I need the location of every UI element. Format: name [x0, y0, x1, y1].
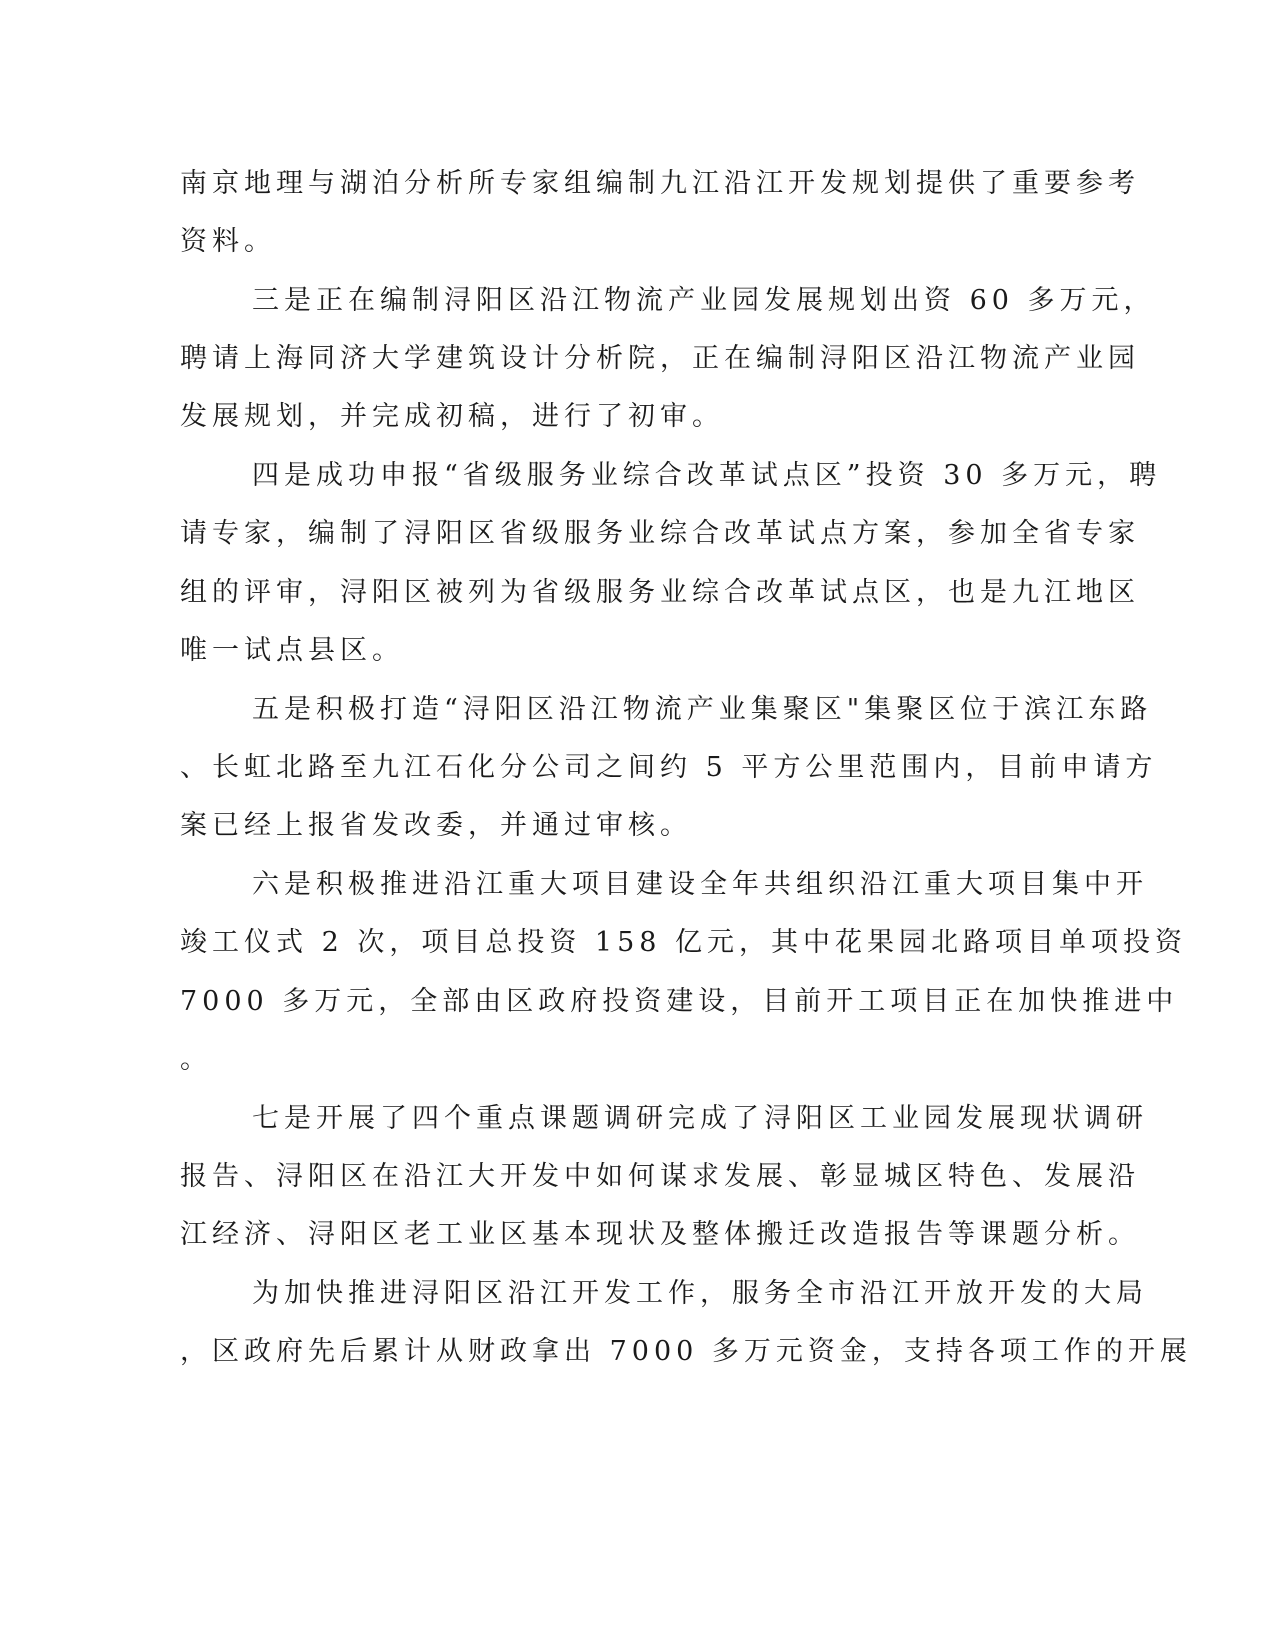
paragraph-first-line: 三是正在编制浔阳区沿江物流产业园发展规划出资 60 多万元，	[252, 285, 1156, 316]
text-line: 资料。	[180, 226, 276, 257]
text-line: 发展规划，并完成初稿，进行了初审。	[180, 401, 724, 432]
text-line: 请专家，编制了浔阳区省级服务业综合改革试点方案，参加全省专家	[180, 518, 1140, 549]
text-line: 7000 多万元，全部由区政府投资建设，目前开工项目正在加快推进中	[180, 986, 1179, 1017]
text-line: 报告、浔阳区在沿江大开发中如何谋求发展、彰显城区特色、发展沿	[180, 1161, 1140, 1192]
text-line: 南京地理与湖泊分析所专家组编制九江沿江开发规划提供了重要参考	[180, 168, 1140, 199]
text-line: 案已经上报省发改委，并通过审核。	[180, 810, 692, 841]
paragraph-first-line: 六是积极推进沿江重大项目建设全年共组织沿江重大项目集中开	[252, 869, 1148, 900]
text-line: 唯一试点县区。	[180, 635, 404, 666]
paragraph-first-line: 四是成功申报“省级服务业综合改革试点区”投资 30 多万元，聘	[252, 460, 1162, 491]
text-line: ，区政府先后累计从财政拿出 7000 多万元资金，支持各项工作的开展	[180, 1336, 1192, 1367]
text-line: 。	[180, 1044, 212, 1075]
paragraph-first-line: 为加快推进浔阳区沿江开发工作，服务全市沿江开放开发的大局	[252, 1278, 1148, 1309]
paragraph-first-line: 七是开展了四个重点课题调研完成了浔阳区工业园发展现状调研	[252, 1103, 1148, 1134]
text-line: 组的评审，浔阳区被列为省级服务业综合改革试点区，也是九江地区	[180, 577, 1140, 608]
text-line: 聘请上海同济大学建筑设计分析院，正在编制浔阳区沿江物流产业园	[180, 343, 1140, 374]
text-line: 江经济、浔阳区老工业区基本现状及整体搬迁改造报告等课题分析。	[180, 1219, 1140, 1250]
text-line: 、长虹北路至九江石化分公司之间约 5 平方公里范围内，目前申请方	[180, 752, 1158, 783]
paragraph-first-line: 五是积极打造“浔阳区沿江物流产业集聚区"集聚区位于滨江东路	[252, 694, 1153, 725]
text-line: 竣工仪式 2 次，项目总投资 158 亿元，其中花果园北路项目单项投资	[180, 927, 1188, 958]
